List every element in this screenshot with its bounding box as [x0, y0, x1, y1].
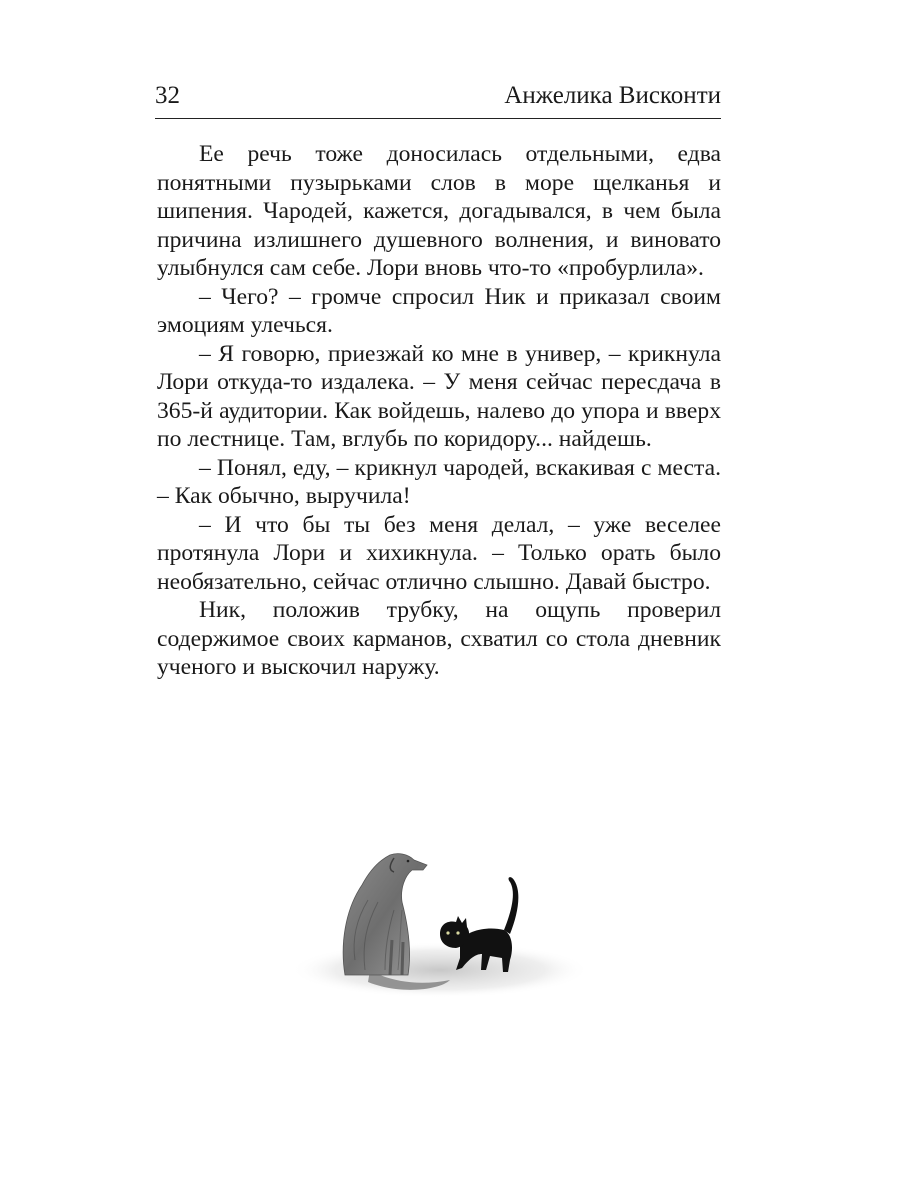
running-title: Анжелика Висконти	[504, 82, 721, 109]
illustration-dog-and-cat	[290, 830, 590, 1010]
paragraph: Ее речь тоже доносилась отдельными, едва понятными пузырьками слов в море щелканья и шипения. Чародей, кажется, догадывался, в чем была причина излишнего душевного волнения, и виновато улыбнулся сам себе. Лори вновь что-то «пробурлила».	[157, 141, 721, 281]
ground-shadow	[290, 942, 590, 998]
page-number: 32	[155, 82, 180, 109]
paragraph: – Понял, еду, – крикнул чародей, вскакивая с места. – Как обычно, выручила!	[157, 454, 721, 509]
paragraph: – И что бы ты без меня делал, – уже веселее протянула Лори и хихикнула. – Только орать было необязательно, сейчас отлично слышно. Давай быстро.	[157, 511, 721, 595]
body-text	[157, 140, 721, 682]
paragraph: – Я говорю, приезжай ко мне в универ, – крикнула Лори откуда-то издалека. – У меня сейчас пересдача в 365-й аудитории. Как войдешь, налево до упора и вверх по лестнице. Там, вглубь по коридору... найдешь.	[157, 340, 721, 452]
paragraph: – Чего? – громче спросил Ник и приказал своим эмоциям улечься.	[157, 283, 721, 338]
paragraph: Ник, положив трубку, на ощупь проверил содержимое своих карманов, схватил со стола дневник ученого и выскочил наружу.	[157, 597, 721, 680]
running-header	[155, 78, 721, 119]
